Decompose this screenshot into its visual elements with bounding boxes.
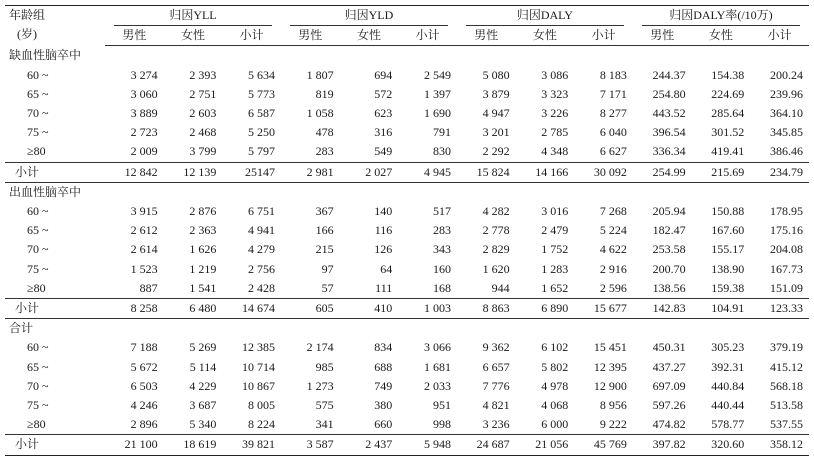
table-cell: 4 229 [189,378,217,393]
section-title-row [5,319,809,339]
table-cell: 4 821 [482,398,510,413]
table-cell: 4 279 [247,242,275,257]
col-header-female: 女性 [164,26,223,46]
section-title: 出血性脑卒中 [9,184,82,199]
table-cell: 8 224 [247,417,275,432]
table-cell: 623 [374,106,393,121]
table-cell: 2 876 [189,204,217,219]
table-cell: 4 978 [541,378,569,393]
section-title-row [5,46,809,66]
table-cell: 305.23 [711,340,745,355]
row-label: 60 ~ [27,340,49,355]
table-cell: 178.95 [770,204,803,219]
table-cell: 8 183 [599,67,627,82]
row-label: 70 ~ [27,378,49,393]
table-cell: 1 058 [306,106,334,121]
col-header-subtotal: 小计 [398,26,457,46]
table-cell: 7 776 [482,378,510,393]
table-cell: 1 219 [189,261,217,276]
table-cell: 364.10 [770,106,803,121]
table-cell: 5 250 [247,125,275,140]
table-cell: 7 171 [599,86,627,101]
table-cell: 123.33 [750,299,809,319]
col-header-subtotal: 小计 [574,26,633,46]
col-header-subtotal: 小计 [222,26,281,46]
table-cell: 345.85 [770,125,803,140]
table-cell: 168 [432,280,451,295]
table-cell: 3 226 [541,106,569,121]
table-cell: 1 397 [423,86,451,101]
table-row [5,66,809,85]
table-cell: 234.79 [750,162,809,182]
col-header-male: 男性 [281,26,340,46]
table-cell: 301.52 [711,125,745,140]
table-cell: 3 799 [189,144,217,159]
table-cell: 575 [315,398,334,413]
table-cell: 25147 [222,162,281,182]
table-cell: 104.91 [692,299,751,319]
table-cell: 244.37 [652,67,686,82]
table-cell: 239.96 [770,86,803,101]
table-cell: 2 896 [130,417,158,432]
table-cell: 4 068 [541,398,569,413]
table-cell: 3 060 [130,86,158,101]
table-cell: 200.70 [652,261,686,276]
table-cell: 5 948 [398,435,457,455]
table-cell: 578.77 [711,417,745,432]
table-cell: 12 842 [105,162,164,182]
table-row [5,202,809,221]
table-cell: 3 323 [541,86,569,101]
table-cell: 944 [491,280,510,295]
table-cell: 410 [340,299,399,319]
row-label: 70 ~ [27,242,49,257]
table-cell: 14 674 [222,299,281,319]
table-cell: 2 033 [423,378,451,393]
table-cell: 694 [374,67,393,82]
table-cell: 2 981 [281,162,340,182]
table-cell: 12 385 [241,340,275,355]
table-cell: 205.94 [652,204,686,219]
table-cell: 336.34 [652,144,686,159]
table-cell: 160 [432,261,451,276]
table-cell: 3 201 [482,125,510,140]
table-row [5,142,809,162]
table-cell: 5 802 [541,359,569,374]
subtotal-row [5,435,809,455]
table-cell: 15 451 [593,340,627,355]
row-label: 小计 [5,299,105,319]
table-cell: 1 626 [189,242,217,257]
table-cell: 116 [374,223,393,238]
table-cell: 749 [374,378,393,393]
table-cell: 5 224 [599,223,627,238]
table-cell: 5 080 [482,67,510,82]
table-cell: 1 752 [541,242,569,257]
table-cell: 415.12 [770,359,803,374]
table-cell: 1 523 [130,261,158,276]
table-cell: 4 282 [482,204,510,219]
table-cell: 167.60 [711,223,745,238]
table-cell: 10 714 [241,359,275,374]
row-label: ≥80 [27,417,46,432]
table-cell: 3 687 [189,398,217,413]
table-cell: 2 603 [189,106,217,121]
table-cell: 437.27 [652,359,686,374]
table-row [5,221,809,240]
table-cell: 320.60 [692,435,751,455]
table-cell: 4 947 [482,106,510,121]
table-cell: 2 428 [247,280,275,295]
table-cell: 5 269 [189,340,217,355]
table-cell: 2 479 [541,223,569,238]
table-cell: 1 283 [541,261,569,276]
row-label: 75 ~ [27,398,49,413]
table-cell: 343 [432,242,451,257]
table-cell: 1 003 [398,299,457,319]
table-cell: 380 [374,398,393,413]
subtotal-row [5,299,809,319]
table-cell: 166 [315,223,334,238]
table-cell: 6 587 [247,106,275,121]
table-cell: 3 016 [541,204,569,219]
table-header [5,6,809,46]
table-cell: 30 092 [574,162,633,182]
table-cell: 443.52 [652,106,686,121]
table-cell: 537.55 [770,417,803,432]
row-label: 70 ~ [27,106,49,121]
table-cell: 3 879 [482,86,510,101]
table-cell: 2 596 [599,280,627,295]
table-cell: 697.09 [652,378,686,393]
table-cell: 597.26 [652,398,686,413]
table-cell: 138.56 [652,280,686,295]
table-cell: 5 114 [189,359,217,374]
table-cell: 12 395 [593,359,627,374]
col-header-male: 男性 [457,26,516,46]
table-cell: 253.58 [652,242,686,257]
table-cell: 819 [315,86,334,101]
table-cell: 386.46 [770,144,803,159]
table-cell: 4 246 [130,398,158,413]
section-title: 合计 [9,321,34,336]
table-cell: 175.16 [770,223,803,238]
row-label: ≥80 [27,280,46,295]
table-cell: 2 785 [541,125,569,140]
table-cell: 2 612 [130,223,158,238]
table-cell: 254.80 [652,86,686,101]
table-cell: 830 [432,144,451,159]
table-row [5,338,809,357]
table-cell: 2 363 [189,223,217,238]
col-header-female: 女性 [516,26,575,46]
table-cell: 2 723 [130,125,158,140]
table-cell: 14 166 [516,162,575,182]
table-cell: 834 [374,340,393,355]
table-cell: 568.18 [770,378,803,393]
table-cell: 21 056 [516,435,575,455]
table-cell: 440.44 [711,398,745,413]
table-cell: 45 769 [574,435,633,455]
table-cell: 3 086 [541,67,569,82]
table-cell: 15 677 [574,299,633,319]
table-cell: 951 [432,398,451,413]
table-cell: 2 549 [423,67,451,82]
table-cell: 2 393 [189,67,217,82]
table-cell: 167.73 [770,261,803,276]
table-cell: 2 751 [189,86,217,101]
table-cell: 215.69 [692,162,751,182]
table-cell: 283 [432,223,451,238]
table-cell: 2 916 [599,261,627,276]
table-cell: 1 620 [482,261,510,276]
table-cell: 367 [315,204,334,219]
table-cell: 3 066 [423,340,451,355]
table-cell: 1 807 [306,67,334,82]
row-label: 小计 [5,162,105,182]
table-cell: 3 889 [130,106,158,121]
table-cell: 985 [315,359,334,374]
row-label: ≥80 [27,144,46,159]
table-cell: 12 139 [164,162,223,182]
table-cell: 2 027 [340,162,399,182]
table-cell: 7 188 [130,340,158,355]
table-cell: 39 821 [222,435,281,455]
table-cell: 1 273 [306,378,334,393]
table-cell: 6 480 [164,299,223,319]
table-cell: 392.31 [711,359,745,374]
section-title-row [5,182,809,202]
table-cell: 8 277 [599,106,627,121]
row-label: 小计 [5,435,105,455]
table-cell: 182.47 [652,223,686,238]
table-cell: 8 258 [105,299,164,319]
row-label: 65 ~ [27,359,49,374]
table-cell: 111 [375,280,393,295]
row-label: 65 ~ [27,86,49,101]
table-cell: 8 863 [457,299,516,319]
table-cell: 1 652 [541,280,569,295]
table-cell: 200.24 [770,67,803,82]
table-cell: 3 915 [130,204,158,219]
col-header-female: 女性 [692,26,751,46]
table-cell: 5 672 [130,359,158,374]
table-cell: 6 102 [541,340,569,355]
table-cell: 215 [315,242,334,257]
table-cell: 4 941 [247,223,275,238]
table-cell: 8 005 [247,398,275,413]
header-row-groups [5,6,809,27]
table-body [5,46,809,455]
group-header-yld: 归因YLD [281,6,457,27]
table-cell: 3 587 [281,435,340,455]
table-cell: 138.90 [711,261,745,276]
table-cell: 419.41 [711,144,745,159]
table-cell: 151.09 [770,280,803,295]
table-cell: 64 [380,261,393,276]
table-cell: 154.38 [711,67,745,82]
table-row [5,260,809,279]
table-cell: 140 [374,204,393,219]
table-cell: 440.84 [711,378,745,393]
row-label: 60 ~ [27,204,49,219]
table-cell: 478 [315,125,334,140]
col-header-female: 女性 [340,26,399,46]
table-cell: 688 [374,359,393,374]
table-cell: 2 756 [247,261,275,276]
age-group-title: 年龄组 [9,8,46,22]
table-cell: 6 627 [599,144,627,159]
table-cell: 126 [374,242,393,257]
table-cell: 2 437 [340,435,399,455]
header-row-sexes [5,26,809,46]
table-cell: 6 000 [541,417,569,432]
age-group-unit: (岁) [17,27,37,41]
table-cell: 15 824 [457,162,516,182]
table-cell: 396.54 [652,125,686,140]
table-cell: 150.88 [711,204,745,219]
row-label: 60 ~ [27,67,49,82]
table-cell: 204.08 [770,242,803,257]
table-cell: 6 657 [482,359,510,374]
table-cell: 1 681 [423,359,451,374]
col-header-male: 男性 [105,26,164,46]
table-cell: 2 009 [130,144,158,159]
table-cell: 2 778 [482,223,510,238]
table-cell: 513.58 [770,398,803,413]
table-cell: 2 174 [306,340,334,355]
table-row [5,415,809,435]
table-cell: 155.17 [711,242,745,257]
table-row [5,240,809,259]
table-row [5,123,809,142]
table-cell: 4 945 [398,162,457,182]
table-cell: 159.38 [711,280,745,295]
table-cell: 5 797 [247,144,275,159]
row-label: 75 ~ [27,261,49,276]
table-cell: 887 [139,280,158,295]
table-cell: 2 614 [130,242,158,257]
table-cell: 5 773 [247,86,275,101]
table-cell: 2 468 [189,125,217,140]
table-cell: 1 690 [423,106,451,121]
table-cell: 24 687 [457,435,516,455]
table-cell: 18 619 [164,435,223,455]
table-cell: 572 [374,86,393,101]
table-cell: 3 236 [482,417,510,432]
table-cell: 379.19 [770,340,803,355]
table-cell: 2 292 [482,144,510,159]
table-cell: 285.64 [711,106,745,121]
table-cell: 660 [374,417,393,432]
table-cell: 549 [374,144,393,159]
table-cell: 224.69 [711,86,745,101]
group-header-daly: 归因DALY [457,6,633,27]
table-cell: 517 [432,204,451,219]
table-cell: 21 100 [105,435,164,455]
table-cell: 9 362 [482,340,510,355]
group-header-yll: 归因YLL [105,6,281,27]
table-cell: 10 867 [241,378,275,393]
table-row [5,279,809,299]
section-title: 缺血性脑卒中 [9,48,82,63]
table-cell: 6 890 [516,299,575,319]
col-header-male: 男性 [633,26,692,46]
row-label: 65 ~ [27,223,49,238]
table-cell: 4 348 [541,144,569,159]
table-row [5,396,809,415]
table-cell: 283 [315,144,334,159]
table-cell: 450.31 [652,340,686,355]
table-cell: 3 274 [130,67,158,82]
subtotal-row [5,162,809,182]
table-cell: 97 [321,261,334,276]
table-cell: 341 [315,417,334,432]
daly-table [5,5,809,456]
table-cell: 998 [432,417,451,432]
table-row [5,377,809,396]
table-cell: 2 829 [482,242,510,257]
table-cell: 605 [281,299,340,319]
table-row [5,358,809,377]
row-label: 75 ~ [27,125,49,140]
table-cell: 9 222 [599,417,627,432]
table-cell: 358.12 [750,435,809,455]
table-cell: 57 [321,280,334,295]
table-cell: 316 [374,125,393,140]
table-cell: 6 503 [130,378,158,393]
group-header-daly-rate: 归因DALY率(/10万) [633,6,809,27]
table-cell: 791 [432,125,451,140]
col-header-subtotal: 小计 [750,26,809,46]
table-cell: 5 634 [247,67,275,82]
table-cell: 1 541 [189,280,217,295]
table-cell: 142.83 [633,299,692,319]
table-cell: 397.82 [633,435,692,455]
table-row [5,85,809,104]
table-cell: 474.82 [652,417,686,432]
table-cell: 7 268 [599,204,627,219]
age-group-header [5,6,105,46]
table-cell: 8 956 [599,398,627,413]
table-cell: 12 900 [593,378,627,393]
table-cell: 4 622 [599,242,627,257]
table-cell: 6 040 [599,125,627,140]
table-cell: 254.99 [633,162,692,182]
table-cell: 5 340 [189,417,217,432]
table-cell: 6 751 [247,204,275,219]
table-row [5,104,809,123]
